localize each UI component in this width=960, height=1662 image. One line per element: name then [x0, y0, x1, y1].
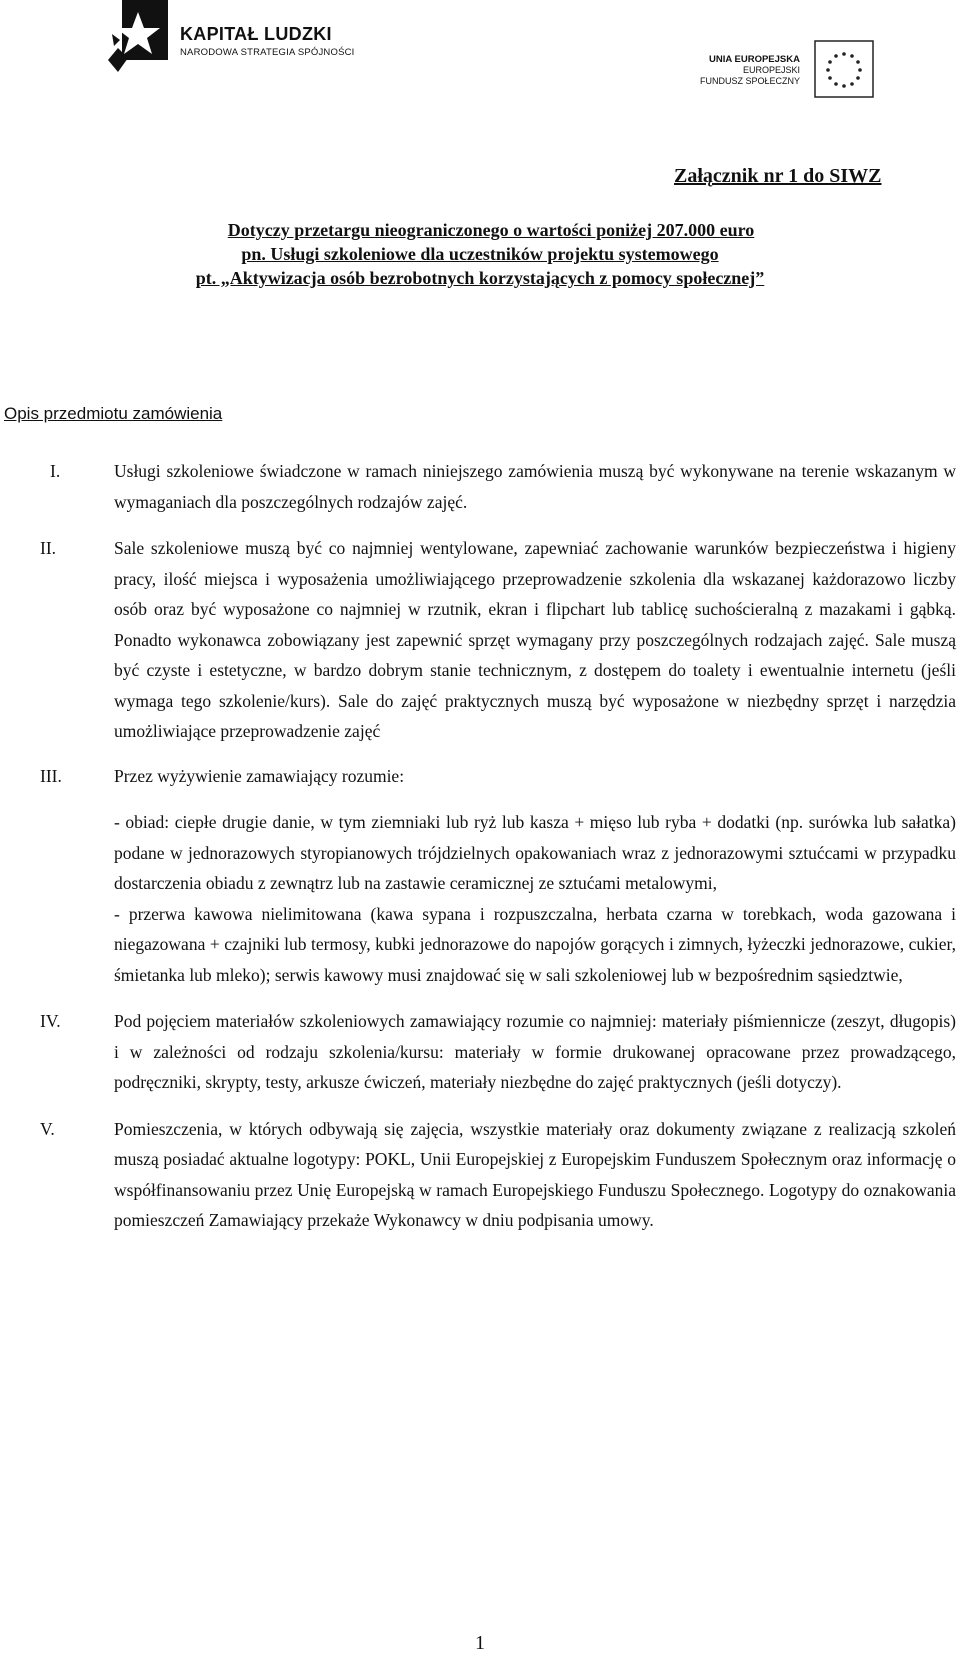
section-number: I.: [50, 461, 61, 481]
section-number: V.: [40, 1118, 55, 1139]
tender-subject-line-1: Dotyczy przetargu nieograniczonego o wartości poniżej 207.000 euro: [227, 220, 755, 240]
section-text: Pomieszczenia, w których odbywają się zajęcia, wszystkie materiały oraz dokumenty związane z realizacją szkoleń muszą posiadać aktualne logotypy: POKL, Unii Europejskiej z Europejskim Funduszem Społecznym oraz informację o współfinansowaniu przez Unię Europejską w ramach Europejskiego Funduszu Społecznego. Logotypy do oznakowania pomieszczeń Zamawiający przekaże Wykonawcy w dniu podpisania umowy.: [114, 1118, 956, 1230]
page-number: 1: [475, 1632, 485, 1654]
section-text: Pod pojęciem materiałów szkoleniowych zamawiający rozumie co najmniej: materiały piśmiennicze (zeszyt, długopis) i w zależności od rodzaju szkolenia/kursu: materiały w formie drukowanej opracowane przez prowadzącego, podręczniki, skrypty, testy, arkusze ćwiczeń, materiały niezbędne do zajęć praktycznych (jeśli dotyczy).: [114, 1011, 956, 1092]
eu-logo-line2: EUROPEJSKI: [742, 65, 800, 75]
eu-efs-logo: [684, 40, 874, 100]
section-text: Przez wyżywienie zamawiający rozumie:: [114, 765, 405, 786]
document-body: [40, 456, 956, 1236]
section-number: III.: [40, 765, 62, 786]
subject-heading: Opis przedmiotu zamówienia: [4, 404, 223, 423]
section-text: Sale szkoleniowe muszą być co najmniej wentylowane, zapewniać zachowanie warunków bezpieczeństwa i higieny pracy, ilość miejsca i wyposażenia umożliwiającego przeprowadzenie szkolenia dla wskazanej każdorazowo liczby osób oraz być wyposażone co najmniej w rzutnik, ekran i flipchart lub tablicę suchościeralną z mazakami i gąbką. Ponadto wykonawca zobowiązany jest zapewnić sprzęt wymagany przy poszczególnych rodzajach zajęć. Sale muszą być czyste i estetyczne, w bardzo dobrym stanie technicznym, z dostępem do toalety i ewentualnie internetu (jeśli wymaga tego szkolenie/kurs). Sale do zajęć praktycznych muszą być wyposażone w niezbędny sprzęt i narzędzia umożliwiające przeprowadzenie zajęć: [114, 538, 956, 741]
catering-item-coffee-break: - przerwa kawowa nielimitowana (kawa sypana i rozpuszczalna, herbata czarna w torebkach, woda gazowana i niegazowana + czajniki lub termosy, kubki jednorazowe do napojów gorących i zimnych, łyżeczki jednorazowe, cukier, śmietanka lub mleko); serwis kawowy musi znajdować się w sali szkoleniowej lub w bezpośrednim sąsiedztwie,: [114, 903, 956, 985]
eu-flag-icon: [814, 40, 874, 98]
section-3-intro: [40, 761, 956, 792]
section-number: IV.: [40, 1011, 61, 1031]
tender-subject-line-2: pn. Usługi szkoleniowe dla uczestników projektu systemowego: [241, 244, 719, 264]
catering-item-lunch: - obiad: ciepłe drugie danie, w tym ziemniaki lub ryż lub kasza + mięso lub ryba + dodatki (np. surówka lub sałatka) podane w jednorazowych styropianowych trójdzielnych opakowaniach wraz z jednorazowymi sztućcami w przypadku dostarczenia obiadu z zewnątrz lub na zastawie ceramicznej ze sztućami metalowymi,: [114, 812, 956, 893]
tender-subject-block: [0, 218, 960, 290]
eu-logo-text: [700, 54, 800, 87]
kapital-ludzki-title: KAPITAŁ LUDZKI: [180, 24, 332, 44]
section-text: Usługi szkoleniowe świadczone w ramach niniejszego zamówienia muszą być wykonywane na terenie wskazanym w wymaganiach dla poszczególnych rodzajów zajęć.: [114, 461, 956, 512]
kapital-ludzki-logo: [108, 0, 358, 74]
eu-logo-line1: UNIA EUROPEJSKA: [709, 54, 800, 65]
tender-subject-line-3: pt. „Aktywizacja osób bezrobotnych korzystających z pomocy społecznej”: [195, 268, 765, 288]
catering-items: [40, 807, 956, 990]
section-2: [40, 533, 956, 747]
section-3: [40, 761, 956, 991]
section-5: [40, 1114, 956, 1236]
kapital-ludzki-star-icon: [108, 0, 178, 74]
annex-title: Załącznik nr 1 do SIWZ: [674, 165, 882, 187]
section-1: [40, 456, 956, 517]
section-4: [40, 1006, 956, 1098]
kapital-ludzki-subtitle: NARODOWA STRATEGIA SPÓJNOŚCI: [180, 47, 355, 58]
eu-logo-line3: FUNDUSZ SPOŁECZNY: [699, 76, 800, 86]
section-number: II.: [40, 538, 57, 558]
